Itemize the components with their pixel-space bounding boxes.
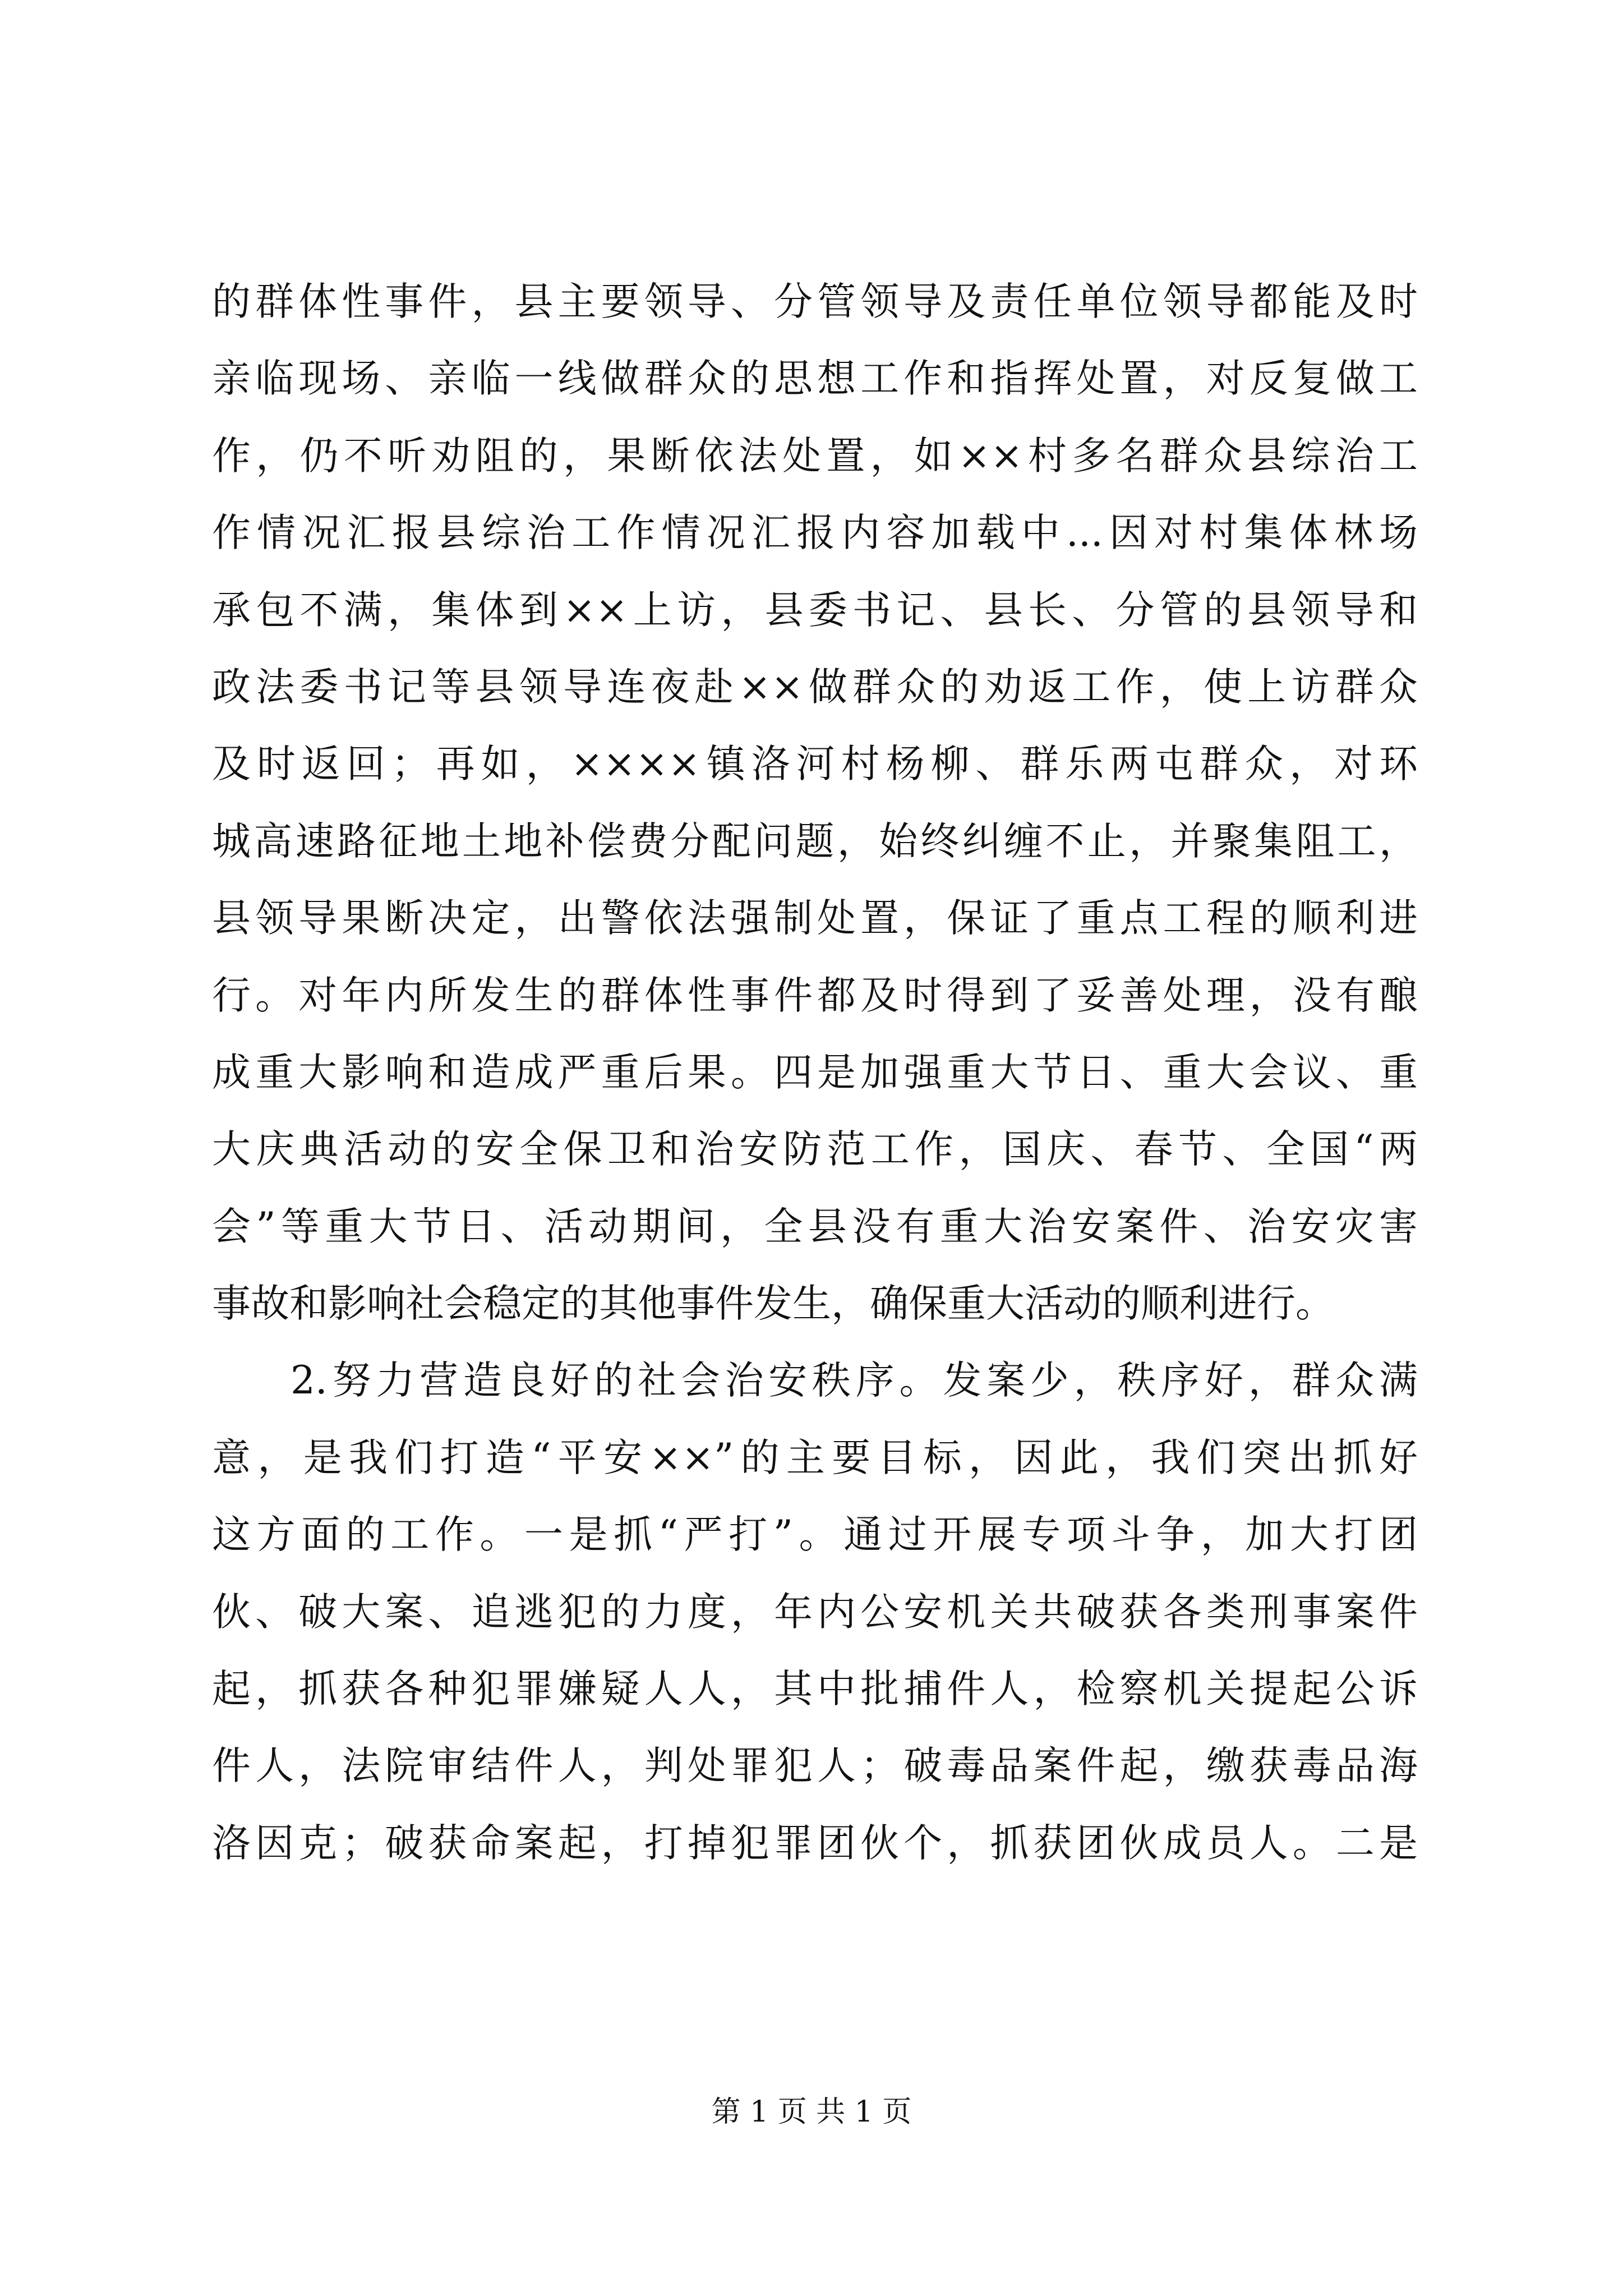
text-line: 的群体性事件，县主要领导、分管领导及责任单位领导都能及时 — [212, 279, 1418, 324]
text-line: 行。对年内所发生的群体性事件都及时得到了妥善处理，没有酿 — [212, 973, 1418, 1018]
text-line: 作，仍不听劝阻的，果断依法处置，如××村多名群众县综治工 — [212, 433, 1418, 478]
paragraph-start-line: 2.努力营造良好的社会治安秩序。发案少，秩序好，群众满 — [291, 1358, 1418, 1404]
text-line: 及时返回；再如，××××镇洛河村杨柳、群乐两屯群众，对环 — [212, 742, 1418, 787]
text-line: 作情况汇报县综治工作情况汇报内容加载中...因对村集体林场 — [212, 510, 1418, 556]
text-line: 承包不满，集体到××上访，县委书记、县长、分管的县领导和 — [212, 587, 1418, 633]
text-line: 这方面的工作。一是抓“严打”。通过开展专项斗争，加大打团 — [212, 1512, 1418, 1558]
text-line: 意，是我们打造“平安××”的主要目标，因此，我们突出抓好 — [212, 1435, 1418, 1480]
text-line: 大庆典活动的安全保卫和治安防范工作，国庆、春节、全国“两 — [212, 1127, 1418, 1172]
text-line: 伙、破大案、追逃犯的力度，年内公安机关共破获各类刑事案件 — [212, 1589, 1418, 1635]
body-text — [212, 264, 1418, 1882]
text-line: 城高速路征地土地补偿费分配问题，始终纠缠不止，并聚集阻工， — [212, 818, 1418, 864]
text-line: 会”等重大节日、活动期间，全县没有重大治安案件、治安灾害 — [212, 1204, 1418, 1249]
text-line: 成重大影响和造成严重后果。四是加强重大节日、重大会议、重 — [212, 1050, 1418, 1095]
text-line: 洛因克；破获命案起，打掉犯罪团伙个，抓获团伙成员人。二是 — [212, 1820, 1418, 1866]
text-line: 事故和影响社会稳定的其他事件发生，确保重大活动的顺利进行。 — [212, 1281, 1334, 1327]
page-footer: 第 1 页 共 1 页 — [711, 2095, 912, 2129]
text-line: 起，抓获各种犯罪嫌疑人人，其中批捕件人，检察机关提起公诉 — [212, 1667, 1418, 1712]
text-line: 件人，法院审结件人，判处罪犯人；破毒品案件起，缴获毒品海 — [212, 1743, 1418, 1789]
text-line: 亲临现场、亲临一线做群众的思想工作和指挥处置，对反复做工 — [212, 356, 1418, 402]
text-line: 政法委书记等县领导连夜赴××做群众的劝返工作，使上访群众 — [212, 664, 1418, 710]
text-line: 县领导果断决定，出警依法强制处置，保证了重点工程的顺利进 — [212, 896, 1418, 941]
